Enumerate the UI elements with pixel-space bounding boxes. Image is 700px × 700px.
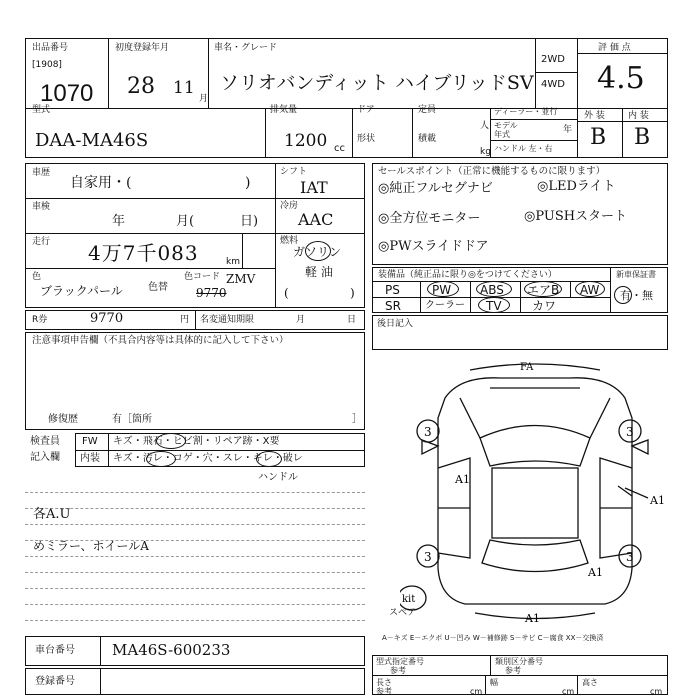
divider (108, 433, 109, 467)
divider (535, 38, 536, 108)
first-reg-label: 初度登録年月 (115, 43, 170, 53)
handle-label: ハンドル 左・右 (494, 144, 553, 153)
height-cm: cm (650, 687, 663, 696)
selling-point-5: ◎PWスライドドア (378, 239, 489, 254)
kg-unit: kg (480, 147, 491, 157)
reg-month: 11 (173, 78, 195, 98)
length-cm: cm (470, 687, 483, 696)
score-label: 評 価 点 (598, 43, 631, 53)
ruled-line (25, 604, 365, 605)
inspector-note-2: めミラー、ホイールA (33, 539, 149, 553)
divider (265, 108, 266, 158)
fuel-selected-circle (305, 241, 331, 261)
interior-items: キズ・汚レ・コゲ・穴・スレ・キレ・破レ (113, 453, 303, 464)
diagram-mark-2: 3 (626, 425, 634, 439)
recycle-unit: 円 (180, 315, 190, 325)
diagram-mark-5: A1 (455, 473, 470, 486)
inspector-note-1: 各A.U (33, 507, 71, 522)
equip-circle-tv (478, 297, 510, 313)
shift-label: シフト (280, 167, 308, 177)
selling-point-3: ◎全方位モニター (378, 211, 481, 226)
divider (25, 233, 275, 234)
ruled-line (25, 588, 365, 589)
divider (577, 675, 578, 695)
fuel-paren-open: ( (284, 286, 289, 300)
history-value: 自家用・( (70, 175, 132, 191)
selling-point-2: ◎LEDライト (537, 179, 616, 194)
model-value: DAA-MA46S (35, 130, 149, 151)
ruled-line (25, 492, 365, 493)
fw-items: キズ・飛石・ヒビ割・リペア跡・X要 (113, 436, 280, 447)
notes-title: 注意事項申告欄（不具合内容等は具体的に記入して下さい） (32, 335, 289, 346)
car-name-label: 車名・グレード (214, 43, 278, 53)
lot-number: 1070 (40, 80, 94, 107)
divider (275, 233, 365, 234)
history-label: 車歴 (32, 168, 51, 178)
score-value: 4.5 (597, 61, 645, 96)
divider (490, 119, 577, 120)
diagram-kit: kit (402, 594, 416, 605)
load-label: 積載 (418, 134, 437, 144)
ruled-line (25, 508, 365, 509)
chassis-value: MA46S-600233 (112, 641, 231, 659)
equip-circle-pw (427, 281, 459, 297)
width-label: 幅 (490, 678, 498, 687)
class-no-ref: 参考 (505, 666, 521, 675)
regno-frame (25, 668, 365, 695)
doors-label: ドア (357, 105, 375, 115)
equip-cooler: クーラー (425, 300, 465, 311)
diagram-fa: FA (520, 362, 534, 373)
ext-grade: B (590, 125, 607, 150)
ruled-line (25, 620, 365, 621)
interior-label: 内装 (80, 453, 100, 464)
insp-year: 年 (112, 214, 126, 229)
equipment-title: 装備品（純正品に限り◎をつけてください） (378, 270, 557, 280)
fuel-label: 燃料 (280, 236, 299, 246)
insp-day: 日) (240, 214, 259, 229)
equip-ps: PS (385, 283, 400, 297)
repair-close: ］ (352, 414, 362, 425)
divider (577, 53, 668, 54)
diagram-mark-7: A1 (588, 566, 603, 579)
selling-point-1: ◎純正フルセグナビ (378, 181, 493, 196)
color-code-label: 色コード (184, 272, 221, 282)
mileage-label: 走行 (32, 237, 51, 247)
lot-sub: [1908] (32, 60, 62, 70)
divider (570, 281, 571, 297)
ac-label: 冷房 (280, 201, 299, 211)
divider (490, 140, 577, 141)
fuel-diesel: 軽 油 (305, 265, 333, 279)
manual-value: 有・無 (620, 289, 653, 302)
divider (535, 72, 577, 73)
inspector-label-2: 記入欄 (30, 452, 60, 463)
divider (100, 668, 101, 695)
divider (420, 281, 421, 313)
person-unit: 人 (480, 121, 490, 131)
fuel-paren-close: ) (350, 286, 355, 300)
repaint-label: 色替 (148, 282, 168, 293)
divider (520, 281, 521, 313)
color-value: ブラックパール (40, 284, 123, 298)
divider (577, 121, 668, 122)
divider (470, 281, 471, 313)
divider (208, 38, 209, 108)
divider (25, 198, 275, 199)
lot-label: 出品番号 (32, 43, 69, 53)
in-circle-stain (146, 451, 176, 467)
equip-sr: SR (385, 299, 401, 313)
ruled-line (25, 572, 365, 573)
handle-note: ハンドル (258, 472, 298, 483)
diagram-mark-1: 3 (424, 425, 432, 439)
displacement-value: 1200 (284, 131, 328, 151)
model-year-label: モデル 年式 (494, 121, 518, 139)
divider (275, 198, 365, 199)
repair-value: 有［箇所 (112, 414, 152, 425)
km-unit: km (226, 257, 240, 267)
width-cm: cm (562, 687, 575, 696)
ac-value: AAC (298, 210, 334, 229)
int-label: 内 装 (628, 111, 649, 121)
car-damage-diagram (400, 358, 670, 628)
cc-unit: cc (334, 143, 345, 154)
transfer-label: 名変通知期限 (200, 315, 255, 325)
history-close: ) (245, 175, 251, 191)
insp-month: 月( (176, 214, 195, 229)
equip-aw: AW (580, 283, 600, 297)
divider (75, 450, 365, 451)
length-label: 長さ (376, 678, 392, 687)
divider (25, 268, 275, 269)
mileage-value: 4万7千083 (88, 241, 199, 265)
manual-label: 新車保証書 (616, 270, 656, 279)
divider (100, 636, 101, 666)
divider (577, 38, 578, 158)
divider (622, 108, 623, 158)
diagram-mark-4: 3 (626, 550, 634, 564)
divider (485, 675, 486, 695)
color-code-value: ZMV (226, 272, 256, 286)
equip-leather: カワ (532, 299, 557, 313)
reg-year: 28 (127, 74, 155, 99)
reg-no-label: 登録番号 (35, 676, 75, 687)
equip-circle-abs (476, 281, 512, 297)
divider (242, 233, 243, 268)
divider (372, 675, 668, 676)
fw-label: FW (82, 436, 98, 447)
ruled-line (25, 524, 365, 525)
transfer-month: 月 (296, 315, 306, 325)
drive-2wd: 2WD (541, 54, 565, 65)
diagram-spare: スペア (389, 608, 417, 618)
selling-title: セールスポイント（正常に機能するものに限ります） (378, 166, 606, 177)
diagram-mark-3: 3 (424, 550, 432, 564)
selling-point-4: ◎PUSHスタート (524, 209, 628, 224)
recycle-value: 9770 (90, 311, 124, 326)
equip-circle-aw (575, 281, 605, 297)
inspector-label-1: 検査員 (30, 436, 60, 447)
divider (610, 267, 611, 313)
displacement-label: 排気量 (270, 105, 298, 115)
color-label: 色 (32, 272, 42, 282)
shift-value: IAT (300, 178, 328, 197)
fuel-gas: ガソリン (293, 245, 342, 259)
in-circle-wear (256, 451, 282, 467)
divider (195, 310, 196, 330)
manual-yes-circle (614, 286, 632, 304)
fw-circle-chip (156, 433, 186, 449)
equip-airbag: エアB (527, 283, 560, 297)
after-frame (372, 315, 668, 350)
color-code-struck: 9770 (196, 286, 227, 300)
diagram-legend: A－キズ E－エクボ U－凹み W－補修跡 S－サビ C－腐食 XX－交換済 (382, 634, 604, 642)
class-no-label: 類別区分番号 (495, 657, 543, 666)
type-no-label: 型式指定番号 (376, 657, 424, 666)
dealer-label: ディーラー・並行 (494, 107, 558, 116)
equip-tv: TV (486, 299, 502, 313)
ext-label: 外 装 (584, 111, 605, 121)
divider (490, 108, 491, 158)
int-grade: B (634, 125, 651, 150)
diagram-mark-8: A1 (525, 612, 540, 625)
length-ref: 参考 (376, 687, 392, 696)
ruled-line (25, 556, 365, 557)
divider (352, 108, 353, 158)
divider (412, 108, 413, 158)
equip-circle-airbag (524, 281, 562, 297)
equip-abs: ABS (480, 283, 504, 297)
year-unit: 年 (563, 125, 573, 135)
car-name: ソリオバンディット ハイブリッドSV (220, 72, 534, 94)
equip-pw: PW (432, 283, 452, 297)
repair-label: 修復歴 (48, 414, 78, 425)
model-label: 型式 (32, 105, 51, 115)
reg-month-suffix: 月 (199, 94, 209, 104)
capacity-label: 定員 (418, 105, 437, 115)
type-no-ref: 参考 (390, 666, 406, 675)
divider (275, 163, 276, 308)
chassis-label: 車台番号 (35, 645, 75, 656)
transfer-day: 日 (347, 315, 357, 325)
drive-4wd: 4WD (541, 79, 565, 90)
after-label: 後日記入 (377, 319, 414, 329)
inspection-label: 車検 (32, 202, 51, 212)
divider (490, 655, 491, 675)
recycle-label: R券 (32, 315, 48, 325)
divider (108, 38, 109, 108)
diagram-mark-6: A1 (650, 494, 665, 507)
height-label: 高さ (582, 678, 598, 687)
shape-label: 形状 (357, 134, 376, 144)
